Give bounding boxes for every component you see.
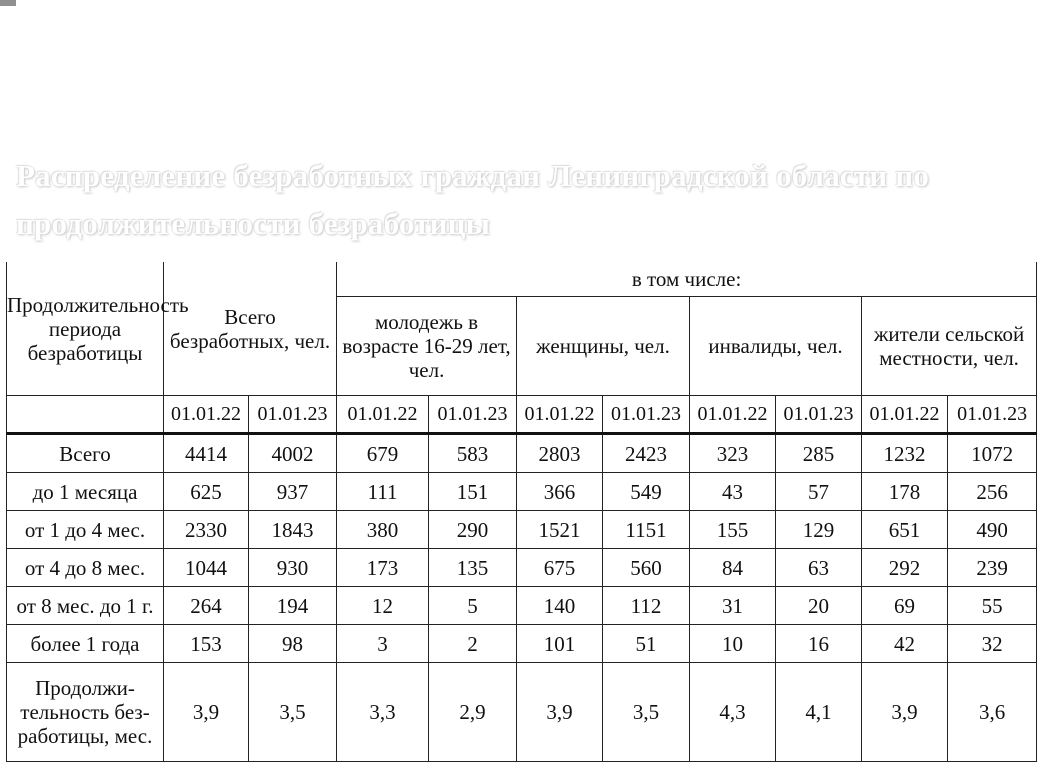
table-cell: 679 [337, 434, 429, 473]
table-cell: 651 [862, 511, 948, 549]
table-cell: 264 [164, 587, 249, 625]
corner-mark [0, 0, 16, 6]
table-cell: 155 [690, 511, 776, 549]
table-row [7, 587, 1037, 625]
date-header: 01.01.23 [603, 396, 690, 434]
table-cell: 12 [337, 587, 429, 625]
table-cell: 3,9 [164, 663, 249, 762]
table-cell: 194 [249, 587, 337, 625]
table-cell: 16 [776, 625, 862, 663]
row-label: от 1 до 4 мес. [7, 511, 164, 549]
table-cell: 135 [429, 549, 517, 587]
table-cell: 3,9 [517, 663, 603, 762]
table-cell: 51 [603, 625, 690, 663]
row-label: более 1 года [7, 625, 164, 663]
group-header-2: инвалиды, чел. [690, 297, 862, 396]
date-header-blank [7, 396, 164, 434]
table-cell: 10 [690, 625, 776, 663]
slide-title: Распределение безработных граждан Ленинградской области по продолжительности безработицы [16, 158, 930, 241]
table-cell: 3,6 [948, 663, 1037, 762]
table-row [7, 511, 1037, 549]
table-cell: 292 [862, 549, 948, 587]
table-cell: 151 [429, 473, 517, 511]
table-cell: 1521 [517, 511, 603, 549]
row-label: Продолжи-тельность без-работицы, мес. [7, 663, 164, 762]
table-cell: 1843 [249, 511, 337, 549]
date-header: 01.01.23 [429, 396, 517, 434]
table-cell: 20 [776, 587, 862, 625]
data-table-wrapper [6, 262, 1028, 767]
table-cell: 2330 [164, 511, 249, 549]
table-cell: 1151 [603, 511, 690, 549]
table-cell: 43 [690, 473, 776, 511]
table-cell: 4,1 [776, 663, 862, 762]
table-cell: 1232 [862, 434, 948, 473]
row-label: до 1 месяца [7, 473, 164, 511]
table-cell: 57 [776, 473, 862, 511]
corner-header: Продолжительность периода безработицы [7, 262, 164, 396]
table-cell: 111 [337, 473, 429, 511]
group-header: в том числе: [337, 262, 1037, 297]
table-cell: 675 [517, 549, 603, 587]
table-cell: 4002 [249, 434, 337, 473]
date-header: 01.01.22 [862, 396, 948, 434]
table-cell: 583 [429, 434, 517, 473]
group-header-3: жители сельской местности, чел. [862, 297, 1037, 396]
table-cell: 69 [862, 587, 948, 625]
date-header: 01.01.22 [517, 396, 603, 434]
table-cell: 112 [603, 587, 690, 625]
table-cell: 560 [603, 549, 690, 587]
table-cell: 140 [517, 587, 603, 625]
table-cell: 2 [429, 625, 517, 663]
table-cell: 84 [690, 549, 776, 587]
date-header: 01.01.22 [164, 396, 249, 434]
table-cell: 937 [249, 473, 337, 511]
table-cell: 239 [948, 549, 1037, 587]
table-cell: 3,3 [337, 663, 429, 762]
table-row [7, 663, 1037, 762]
table-cell: 2803 [517, 434, 603, 473]
table-cell: 2423 [603, 434, 690, 473]
table-cell: 549 [603, 473, 690, 511]
table-cell: 63 [776, 549, 862, 587]
unemployment-duration-table [6, 262, 1037, 762]
table-cell: 285 [776, 434, 862, 473]
row-label: Всего [7, 434, 164, 473]
row-label: от 4 до 8 мес. [7, 549, 164, 587]
table-cell: 323 [690, 434, 776, 473]
table-cell: 4414 [164, 434, 249, 473]
table-cell: 4,3 [690, 663, 776, 762]
table-cell: 2,9 [429, 663, 517, 762]
date-header: 01.01.23 [776, 396, 862, 434]
table-row [7, 473, 1037, 511]
table-row [7, 625, 1037, 663]
table-cell: 173 [337, 549, 429, 587]
table-cell: 290 [429, 511, 517, 549]
table-cell: 42 [862, 625, 948, 663]
date-header: 01.01.23 [249, 396, 337, 434]
table-cell: 153 [164, 625, 249, 663]
table-cell: 490 [948, 511, 1037, 549]
table-cell: 32 [948, 625, 1037, 663]
table-cell: 178 [862, 473, 948, 511]
group-header-1: женщины, чел. [517, 297, 690, 396]
table-cell: 625 [164, 473, 249, 511]
table-cell: 98 [249, 625, 337, 663]
date-header: 01.01.23 [948, 396, 1037, 434]
total-header: Всего безработных, чел. [164, 262, 337, 396]
table-cell: 1072 [948, 434, 1037, 473]
table-cell: 3,5 [249, 663, 337, 762]
table-row [7, 434, 1037, 473]
table-cell: 3 [337, 625, 429, 663]
table-cell: 380 [337, 511, 429, 549]
date-header: 01.01.22 [337, 396, 429, 434]
table-cell: 366 [517, 473, 603, 511]
table-cell: 55 [948, 587, 1037, 625]
table-cell: 256 [948, 473, 1037, 511]
table-cell: 101 [517, 625, 603, 663]
table-cell: 1044 [164, 549, 249, 587]
group-header-0: молодежь в возрасте 16-29 лет, чел. [337, 297, 517, 396]
table-cell: 31 [690, 587, 776, 625]
date-header: 01.01.22 [690, 396, 776, 434]
table-cell: 930 [249, 549, 337, 587]
table-cell: 3,5 [603, 663, 690, 762]
row-label: от 8 мес. до 1 г. [7, 587, 164, 625]
table-row [7, 549, 1037, 587]
table-cell: 3,9 [862, 663, 948, 762]
table-cell: 5 [429, 587, 517, 625]
table-cell: 129 [776, 511, 862, 549]
